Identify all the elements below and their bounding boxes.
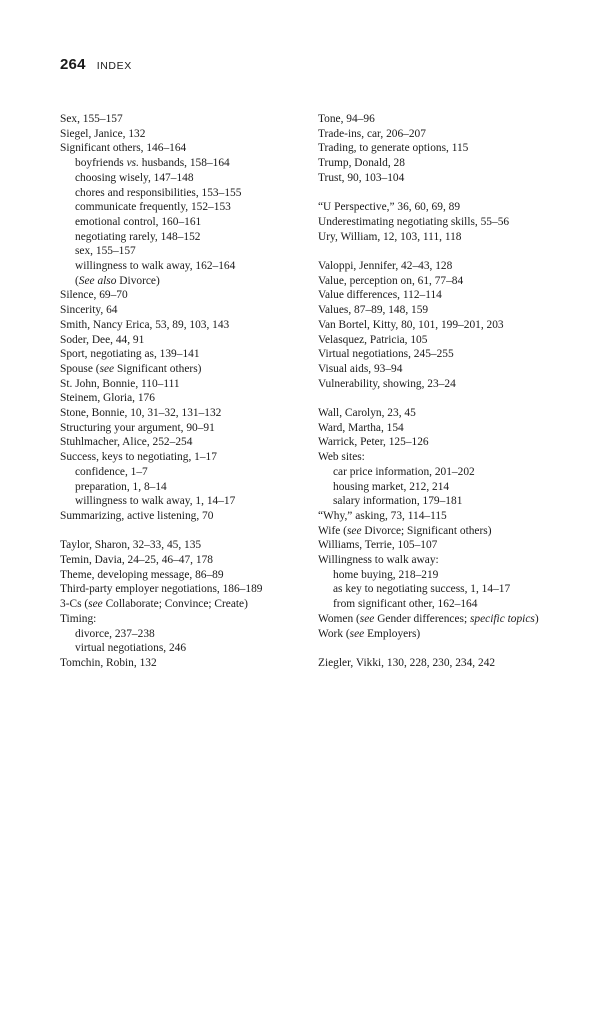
index-entry-text: Gender differences; [374, 612, 470, 625]
index-entry: Third-party employer negotiations, 186–189 [60, 583, 263, 596]
index-entry-text: Collaborate; Convince; Create) [102, 598, 248, 611]
index-entry: Value differences, 112–114 [318, 289, 442, 302]
index-subentry: as key to negotiating success, 1, 14–17 [333, 583, 511, 596]
index-subentry: communicate frequently, 152–153 [75, 201, 231, 214]
index-entry-italic-text: see [88, 598, 103, 611]
index-entry-italic-text: see [99, 362, 115, 375]
index-entry: “U Perspective,” 36, 60, 69, 89 [318, 201, 461, 214]
index-subentry: preparation, 1, 8–14 [75, 480, 167, 493]
index-subentry: negotiating rarely, 148–152 [75, 230, 201, 243]
index-entry: Siegel, Janice, 132 [60, 127, 146, 140]
index-entry: Ward, Martha, 154 [318, 421, 404, 434]
index-subentry: housing market, 212, 214 [333, 480, 450, 493]
index-entry: Summarizing, active listening, 70 [60, 509, 214, 522]
index-entry-text: Employers) [364, 627, 421, 640]
index-subentry: salary information, 179–181 [333, 495, 463, 508]
index-entry-italic-text: specific topics [469, 612, 535, 625]
index-entry: Trading, to generate options, 115 [318, 142, 469, 155]
index-entry: Trade-ins, car, 206–207 [318, 127, 426, 140]
index-entry: Success, keys to negotiating, 1–17 [60, 451, 217, 464]
index-entry: Van Bortel, Kitty, 80, 101, 199–201, 203 [318, 318, 504, 331]
letter-group-spacer [318, 641, 568, 656]
index-subentry [60, 156, 296, 171]
index-column-left [60, 112, 296, 671]
index-entry-italic-text: see [346, 524, 362, 537]
index-entry: Ury, William, 12, 103, 111, 118 [318, 230, 462, 243]
index-entry: Timing: [60, 612, 97, 625]
index-subentry: willingness to walk away, 162–164 [75, 260, 236, 273]
index-entry-text: 3-Cs ( [60, 598, 89, 611]
index-subentry: from significant other, 162–164 [333, 598, 478, 611]
index-entry-text: husbands, 158–164 [138, 157, 230, 170]
index-entry: Sincerity, 64 [60, 304, 118, 317]
index-subentry: sex, 155–157 [75, 245, 136, 258]
index-entry: Temin, Davia, 24–25, 46–47, 178 [60, 554, 213, 567]
index-entry: Valoppi, Jennifer, 42–43, 128 [318, 260, 453, 272]
index-subentry [60, 274, 296, 289]
index-entry: Virtual negotiations, 245–255 [318, 348, 454, 361]
index-entry: Vulnerability, showing, 23–24 [318, 377, 456, 390]
letter-group-spacer [60, 524, 296, 539]
index-entry: Taylor, Sharon, 32–33, 45, 135 [60, 539, 202, 552]
index-subentry: divorce, 237–238 [75, 627, 155, 640]
index-entry [318, 524, 568, 539]
index-entry: Theme, developing message, 86–89 [60, 568, 224, 581]
index-entry-text: Wife ( [318, 524, 347, 537]
index-entry: Silence, 69–70 [60, 289, 128, 302]
index-entry: Value, perception on, 61, 77–84 [318, 274, 464, 287]
index-entry-italic-text: See also [78, 274, 117, 287]
index-entry: Structuring your argument, 90–91 [60, 421, 215, 434]
index-column-right [318, 112, 568, 671]
index-entry-text: ) [534, 612, 539, 625]
index-entry: Velasquez, Patricia, 105 [318, 333, 428, 346]
index-entry: Smith, Nancy Erica, 53, 89, 103, 143 [60, 318, 230, 331]
index-entry: Tomchin, Robin, 132 [60, 657, 157, 669]
running-head [60, 56, 132, 73]
index-entry-text: Significant others) [114, 362, 202, 375]
index-subentry: car price information, 201–202 [333, 465, 475, 478]
index-entry-text: Work ( [318, 627, 350, 640]
index-entry [318, 612, 568, 627]
index-entry: Visual aids, 93–94 [318, 362, 403, 375]
index-entry: Web sites: [318, 451, 365, 464]
index-entry: Williams, Terrie, 105–107 [318, 539, 438, 552]
index-entry: Sport, negotiating as, 139–141 [60, 348, 200, 361]
index-entry: Sex, 155–157 [60, 113, 123, 125]
index-entry: Wall, Carolyn, 23, 45 [318, 407, 416, 420]
index-entry: Values, 87–89, 148, 159 [318, 304, 429, 317]
index-entry: St. John, Bonnie, 110–111 [60, 377, 180, 390]
index-entry [318, 627, 568, 642]
index-subentry: willingness to walk away, 1, 14–17 [75, 495, 236, 508]
index-entry: Trump, Donald, 28 [318, 157, 405, 170]
index-subentry: choosing wisely, 147–148 [75, 171, 194, 184]
index-entry-italic-text: see [349, 627, 365, 640]
index-entry-italic-text: vs. [126, 157, 139, 170]
index-entry: Underestimating negotiating skills, 55–56 [318, 215, 510, 228]
section-label: INDEX [96, 60, 132, 72]
index-entry: Stone, Bonnie, 10, 31–32, 131–132 [60, 407, 222, 420]
index-subentry: confidence, 1–7 [75, 465, 148, 478]
index-entry [60, 597, 296, 612]
index-entry: Steinem, Gloria, 176 [60, 392, 155, 405]
index-entry-italic-text: see [359, 612, 375, 625]
index-entry: Significant others, 146–164 [60, 142, 187, 155]
letter-group-spacer [318, 186, 568, 201]
index-entry: Willingness to walk away: [318, 554, 439, 567]
index-subentry: virtual negotiations, 246 [75, 642, 187, 655]
index-entry: Tone, 94–96 [318, 113, 375, 125]
index-entry: Soder, Dee, 44, 91 [60, 333, 145, 346]
index-entry-text: Divorce; Significant others) [361, 524, 492, 537]
index-entry-text: Divorce) [116, 274, 160, 287]
index-entry-text: Women ( [318, 612, 360, 625]
index-subentry: emotional control, 160–161 [75, 215, 202, 228]
index-entry: Warrick, Peter, 125–126 [318, 436, 429, 449]
index-subentry: home buying, 218–219 [333, 568, 439, 581]
index-subentry: chores and responsibilities, 153–155 [75, 186, 242, 199]
index-entry-text: Spouse ( [60, 362, 100, 375]
index-entry: Ziegler, Vikki, 130, 228, 230, 234, 242 [318, 656, 496, 669]
index-entry: Trust, 90, 103–104 [318, 171, 405, 184]
index-entry [60, 362, 296, 377]
letter-group-spacer [318, 391, 568, 406]
letter-group-spacer [318, 244, 568, 259]
page-number: 264 [60, 56, 86, 73]
index-entry: Stuhlmacher, Alice, 252–254 [60, 436, 193, 449]
index-entry-text: boyfriends [75, 157, 127, 170]
index-entry-text: ( [75, 274, 79, 287]
index-entry: “Why,” asking, 73, 114–115 [318, 509, 447, 522]
